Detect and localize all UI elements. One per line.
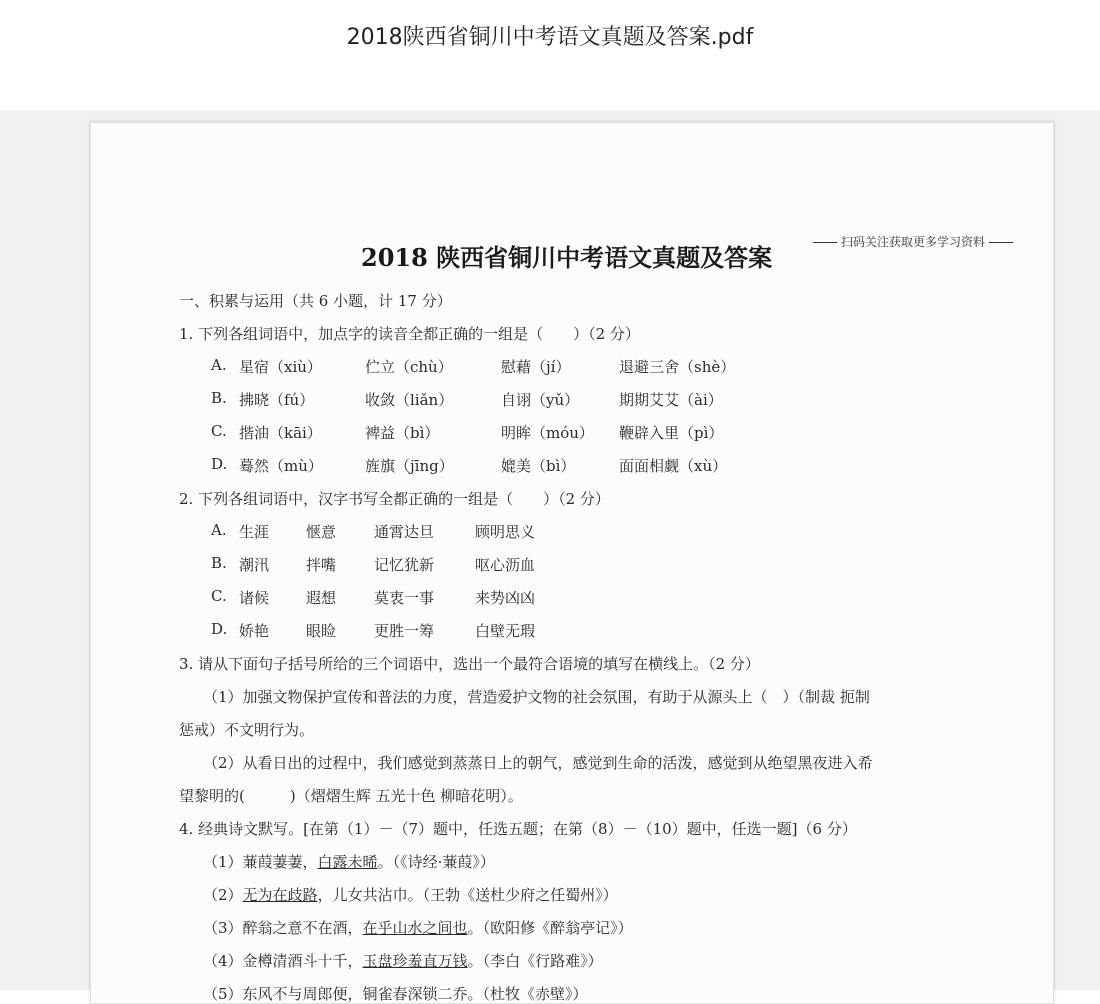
exam-title: 2018 陕西省铜川中考语文真题及答案 — [361, 243, 773, 272]
question-1-stem: 1. 下列各组词语中，加点字的读音全都正确的一组是（ ）（2 分） — [179, 325, 640, 343]
q3-part1-line2: 惩戒）不文明行为。 — [179, 721, 315, 739]
viewer-body[interactable] — [0, 110, 1100, 1003]
option-item: 媲美（bì） — [501, 457, 576, 475]
q4-suffix: ，儿女共沾巾。（王勃《送杜少府之任蜀州》） — [317, 886, 618, 904]
option-item: 呕心沥血 — [475, 556, 536, 574]
option-label: B. — [211, 389, 227, 407]
option-item: 期期艾艾（ài） — [619, 391, 723, 409]
q4-prefix: （4）金樽清酒斗十千， — [203, 952, 363, 970]
option-item: 白壁无瑕 — [475, 622, 536, 640]
q4-item-1 — [203, 851, 495, 872]
q4-prefix: （5）东风不与周郎便，铜雀春深锁二乔。（杜牧《赤壁》） — [203, 985, 588, 1003]
option-item: 潮汛 — [239, 556, 270, 574]
q4-item-3 — [203, 917, 633, 938]
q3-part2-line2: 望黎明的( )（熠熠生辉 五光十色 柳暗花明）。 — [179, 787, 523, 805]
option-item: 通霄达旦 — [374, 523, 435, 541]
pdf-page — [90, 122, 1054, 1004]
watermark — [809, 233, 1017, 250]
option-item: 蓦然（mù） — [239, 457, 323, 475]
option-item: 娇艳 — [239, 622, 270, 640]
watermark-dash-right — [989, 242, 1013, 243]
option-label: C. — [211, 422, 227, 440]
option-item: 旌旗（jīng） — [365, 457, 454, 475]
option-item: 更胜一筹 — [374, 622, 435, 640]
q4-prefix: （2） — [203, 886, 243, 904]
option-label: C. — [211, 587, 227, 605]
option-item: 自诩（yǔ） — [501, 391, 580, 409]
option-item: 来势凶凶 — [475, 589, 536, 607]
q4-suffix: 。（《诗经·蒹葭》） — [377, 853, 495, 871]
q4-item-2 — [203, 884, 618, 905]
option-item: 诸候 — [239, 589, 270, 607]
q4-prefix: （1）蒹葭萋萋， — [203, 853, 318, 871]
option-item: 记忆犹新 — [374, 556, 435, 574]
question-3-stem: 3. 请从下面句子括号所给的三个词语中，选出一个最符合语境的填写在横线上。（2 分） — [179, 655, 760, 673]
q4-item-5 — [203, 983, 588, 1004]
option-label: D. — [211, 620, 228, 638]
q4-suffix: 。（欧阳修《醉翁亭记》） — [467, 919, 633, 937]
option-label: A. — [211, 521, 227, 539]
option-item: 顾明思义 — [475, 523, 536, 541]
option-item: 鞭辟入里（pì） — [619, 424, 724, 442]
option-item: 慰藉（jí） — [501, 358, 571, 376]
q3-part1-line1: （1）加强文物保护宣传和普法的力度，营造爱护文物的社会氛围，有助于从源头上（ ）（制裁 扼制 — [203, 688, 870, 706]
q3-part2-line1: （2）从看日出的过程中，我们感觉到蒸蒸日上的朝气，感觉到生命的活泼，感觉到从绝望黑夜进入希 — [203, 754, 873, 772]
option-item: 收敛（liǎn） — [365, 391, 454, 409]
watermark-dash-left — [813, 242, 837, 243]
option-item: 退避三舍（shè） — [619, 358, 736, 376]
option-item: 莫衷一事 — [374, 589, 435, 607]
q4-answer: 在乎山水之间也 — [362, 919, 468, 937]
option-label: D. — [211, 455, 228, 473]
option-item: 惬意 — [306, 523, 337, 541]
option-item: 裨益（bì） — [365, 424, 440, 442]
option-item: 拌嘴 — [306, 556, 337, 574]
q4-item-4 — [203, 950, 603, 971]
option-item: 遐想 — [306, 589, 337, 607]
option-item: 揩油（kāi） — [239, 424, 322, 442]
option-item: 面面相觑（xù） — [619, 457, 728, 475]
q4-suffix: 。（李白《行路难》） — [467, 952, 603, 970]
option-item: 明眸（móu） — [501, 424, 594, 442]
option-item: 星宿（xiù） — [239, 358, 322, 376]
viewer-header — [0, 0, 1100, 110]
q4-answer: 玉盘珍羞直万钱 — [362, 952, 468, 970]
document-title: 2018陕西省铜川中考语文真题及答案.pdf — [346, 25, 754, 50]
option-label: A. — [211, 356, 227, 374]
q4-answer: 无为在歧路 — [242, 886, 318, 904]
option-label: B. — [211, 554, 227, 572]
q4-prefix: （3）醉翁之意不在酒， — [203, 919, 363, 937]
q4-answer: 白露未晞 — [317, 853, 378, 871]
watermark-text: 扫码关注获取更多学习资料 — [841, 235, 986, 249]
option-item: 伫立（chù） — [365, 358, 453, 376]
option-item: 眼睑 — [306, 622, 337, 640]
option-item: 拂晓（fú） — [239, 391, 315, 409]
section-heading: 一、积累与运用（共 6 小题，计 17 分） — [179, 292, 452, 310]
question-4-stem: 4. 经典诗文默写。[在第（1）－（7）题中，任选五题；在第（8）－（10）题中，任选一题]（6 分） — [179, 820, 857, 838]
question-2-stem: 2. 下列各组词语中，汉字书写全都正确的一组是（ ）（2 分） — [179, 490, 610, 508]
option-item: 生涯 — [239, 523, 270, 541]
